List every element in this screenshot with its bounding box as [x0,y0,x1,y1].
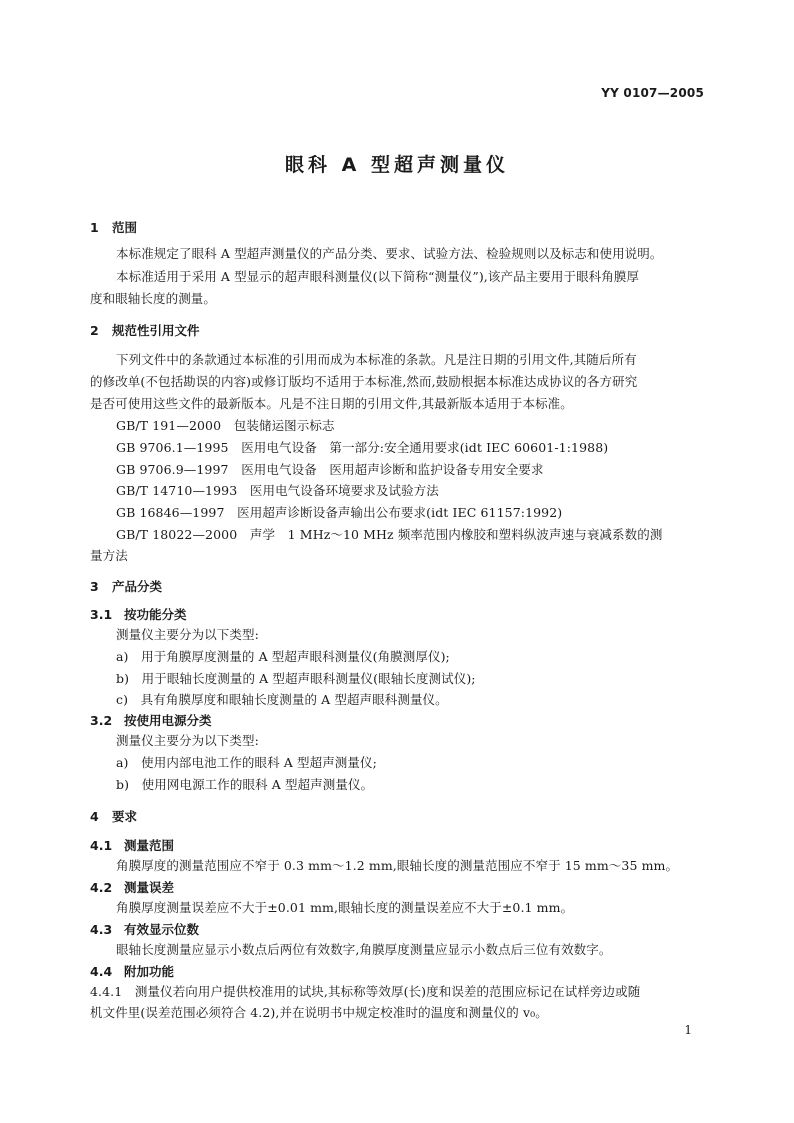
paragraph-continued: 度和眼轴长度的测量。 [90,291,217,306]
section-2-heading [90,321,200,339]
subsection-title: 按功能分类 [124,607,187,622]
subsection-number: 4.1 [90,838,113,853]
standard-number: YY 0107—2005 [601,86,704,100]
clause-4-4-1: 4.4.1 测量仪若向用户提供校准用的试块,其标称等效厚(长)度和误差的范围应标记在试样旁边或随 [90,984,641,999]
section-title: 要求 [112,809,138,824]
list-item: b) 用于眼轴长度测量的 A 型超声眼科测量仪(眼轴长度测试仪); [116,671,476,686]
reference-item: GB/T 14710—1993 医用电气设备环境要求及试验方法 [116,483,439,498]
reference-item: GB 9706.1—1995 医用电气设备 第一部分:安全通用要求(idt IEC 60601-1:1988) [116,440,609,455]
section-number: 1 [90,220,99,235]
list-item: b) 使用网电源工作的眼科 A 型超声测量仪。 [116,777,374,792]
paragraph-continued: 的修改单(不包括勘误的内容)或修订版均不适用于本标准,然而,鼓励根据本标准达成协议的各方研究 [90,374,638,389]
paragraph: 下列文件中的条款通过本标准的引用而成为本标准的条款。凡是注日期的引用文件,其随后所有 [116,352,637,367]
subsection-title: 附加功能 [124,964,175,979]
subsection-title: 有效显示位数 [124,922,200,937]
section-number: 3 [90,579,99,594]
paragraph: 角膜厚度的测量范围应不窄于 0.3 mm～1.2 mm,眼轴长度的测量范围应不窄于 15 mm～35 mm。 [116,858,679,873]
subsection-number: 4.4 [90,964,113,979]
subsection-3-1-heading [90,605,187,623]
section-4-heading [90,807,137,825]
reference-item-continued: 量方法 [90,548,128,563]
subsection-4-4-heading [90,962,174,980]
subsection-number: 4.3 [90,922,113,937]
list-item: c) 具有角膜厚度和眼轴长度测量的 A 型超声眼科测量仪。 [116,692,448,707]
reference-item: GB 9706.9—1997 医用电气设备 医用超声诊断和监护设备专用安全要求 [116,462,544,477]
subsection-number: 3.2 [90,713,113,728]
subsection-3-2-heading [90,711,212,729]
paragraph: 眼轴长度测量应显示小数点后两位有效数字,角膜厚度测量应显示小数点后三位有效数字。 [116,942,612,957]
paragraph: 本标准规定了眼科 A 型超声测量仪的产品分类、要求、试验方法、检验规则以及标志和使用说明。 [116,246,663,261]
list-item: a) 用于角膜厚度测量的 A 型超声眼科测量仪(角膜测厚仪); [116,649,450,664]
subsection-number: 3.1 [90,607,113,622]
subsection-number: 4.2 [90,880,113,895]
section-number: 2 [90,323,99,338]
subsection-4-1-heading [90,836,174,854]
subsection-title: 测量误差 [124,880,175,895]
paragraph: 测量仪主要分为以下类型: [116,733,259,748]
section-3-heading [90,577,162,595]
section-title: 规范性引用文件 [112,323,200,338]
paragraph: 角膜厚度测量误差应不大于±0.01 mm,眼轴长度的测量误差应不大于±0.1 mm。 [116,900,574,915]
document-title: 眼科 A 型超声测量仪 [285,154,509,176]
paragraph-continued: 是否可使用这些文件的最新版本。凡是不注日期的引用文件,其最新版本适用于本标准。 [90,396,573,411]
reference-item: GB 16846—1997 医用超声诊断设备声输出公布要求(idt IEC 61157:1992) [116,505,563,520]
section-number: 4 [90,809,99,824]
section-1-heading [90,218,137,236]
subsection-title: 按使用电源分类 [124,713,212,728]
paragraph: 测量仪主要分为以下类型: [116,627,259,642]
list-item: a) 使用内部电池工作的眼科 A 型超声测量仪; [116,755,377,770]
subsection-4-3-heading [90,920,199,938]
page-number: 1 [684,1023,692,1037]
reference-item: GB/T 18022—2000 声学 1 MHz～10 MHz 频率范围内橡胶和塑料纵波声速与衰减系数的测 [116,527,663,542]
paragraph: 本标准适用于采用 A 型显示的超声眼科测量仪(以下简称“测量仪”),该产品主要用于眼科角膜厚 [116,269,640,284]
subsection-title: 测量范围 [124,838,175,853]
reference-item: GB/T 191—2000 包装储运图示标志 [116,418,335,433]
clause-4-4-1-continued: 机文件里(误差范围必须符合 4.2),并在说明书中规定校准时的温度和测量仪的 v₀。 [90,1005,548,1020]
section-title: 产品分类 [112,579,163,594]
section-title: 范围 [112,220,138,235]
subsection-4-2-heading [90,878,174,896]
